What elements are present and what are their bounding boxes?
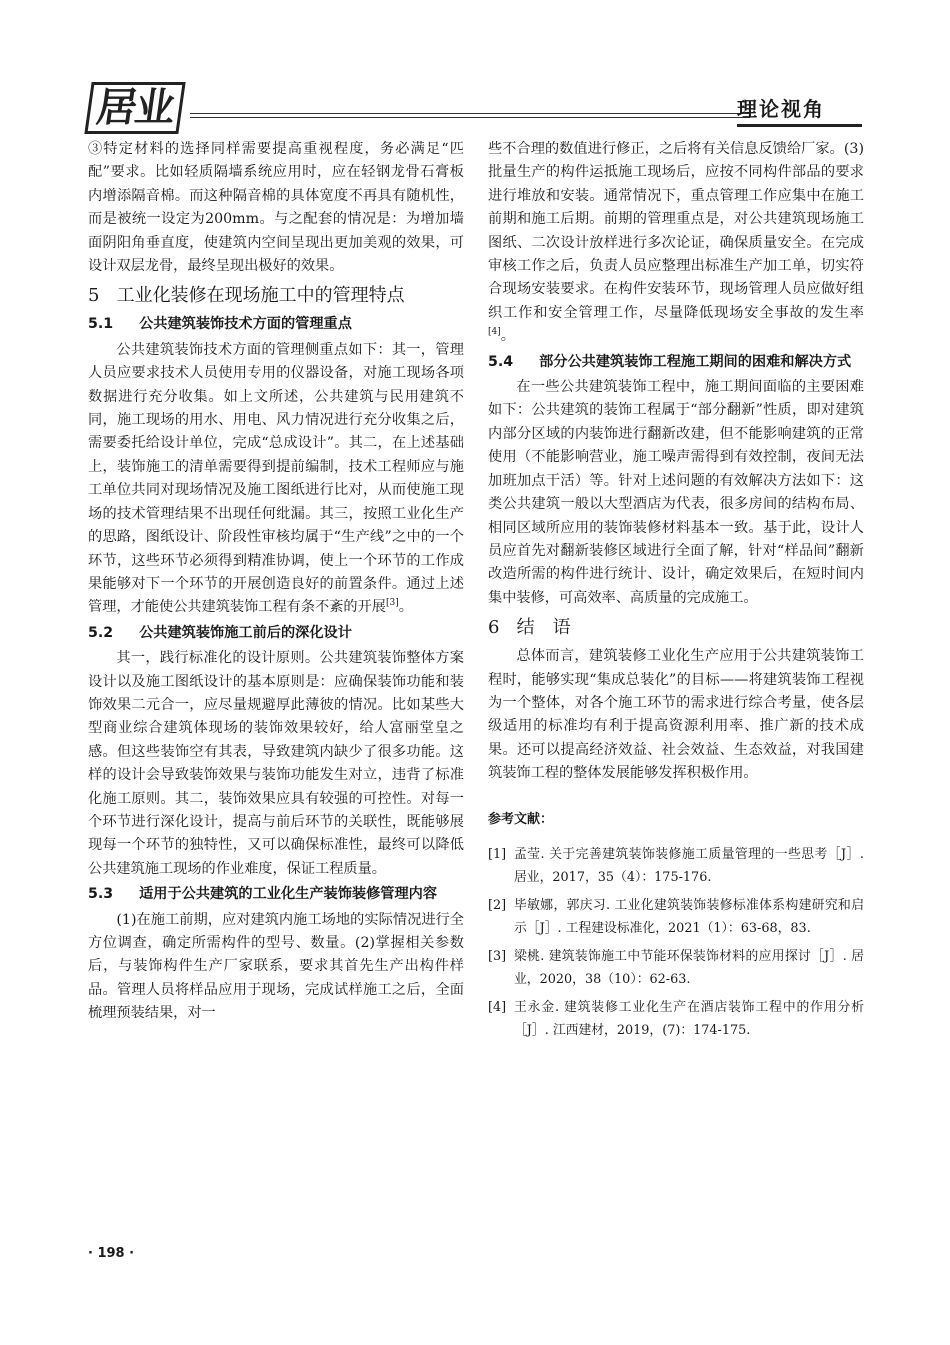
reference-text: 毕敏娜，郭庆习. 工业化建筑装饰装修标准体系构建研究和启示［J］. 工程建设标准化，2021（1）：63-68，83.	[514, 897, 864, 937]
paragraph-5-2: 其一，践行标准化的设计原则。公共建筑装饰整体方案设计以及施工图纸设计的基本原则是：应确保装饰功能和装饰效果二元合一，应尽量规避厚此薄彼的情况。比如某些大型商业综合建筑体现场的装饰效果较好，给人富丽堂皇之感。但这些装饰空有其表，导致建筑内缺少了很多功能。这样的设计会导致装饰效果与装饰功能发生对立，违背了标准化施工原则。其二，装饰效果应具有较强的可控性。对每一个环节进行深化设计，提高与前后环节的关联性，既能够展现每一个环节的独特性，又可以确保标准性，最终可以降低公共建筑施工现场的作业难度，保证工程质量。	[88, 650, 464, 877]
reference-number: [3]	[488, 948, 507, 964]
reference-text: 梁桃. 建筑装饰施工中节能环保装饰材料的应用探讨［J］. 居业，2020，38（10）：62-63.	[514, 948, 864, 988]
right-column	[488, 138, 864, 1047]
heading-text: 公共建筑装饰技术方面的管理重点	[139, 316, 352, 333]
paragraph-intro: ③特定材料的选择同样需要提高重视程度，务必满足“匹配”要求。比如轻质隔墙系统应用时，应在轻钢龙骨石膏板内增添隔音棉。而这种隔音棉的具体宽度不再具有随机性，而是被统一设定为200mm。与之配套的情况是：为增加墙面阴阳角垂直度，使建筑内空间呈现出更加美观的效果，可设计双层龙骨，最终呈现出极好的效果。	[88, 141, 464, 275]
heading-5-3	[88, 883, 464, 906]
heading-number: 5	[88, 285, 100, 307]
heading-text: 工业化装修在现场施工中的管理特点	[116, 285, 405, 307]
heading-5-1	[88, 313, 464, 336]
page-header	[0, 0, 950, 140]
reference-item	[488, 894, 864, 941]
paragraph-5-1	[88, 339, 464, 620]
reference-number: [1]	[488, 846, 507, 862]
reference-item	[488, 843, 864, 890]
left-column	[88, 138, 464, 1026]
heading-number: 5.3	[88, 886, 114, 903]
references-title: 参考文献：	[488, 811, 554, 827]
paragraph-text: 公共建筑装饰技术方面的管理侧重点如下：其一，管理人员应要求技术人员使用专用的仪器设备，对施工现场各项数据进行充分收集。如上文所述，公共建筑与民用建筑不同，施工现场的用水、用电、风力情况进行充分收集之后，需要委托给设计单位，完成“总成设计”。其二，在上述基础上，装饰施工的清单需要得到提前编制，技术工程师应与施工单位共同对现场情况及施工图纸进行比对，从而使施工现场的技术管理结果不出现任何纰漏。其三，按照工业化生产的思路，图纸设计、阶段性审核均属于“生产线”之中的一个环节，这些环节必须得到精准协调，使上一个环节的工作成果能够对下一个环节的开展创造良好的前置条件。通过上述管理，才能使公共建筑装饰工程有条不紊的开展	[88, 341, 464, 616]
heading-number: 5.1	[88, 316, 114, 333]
reference-text: 孟莹. 关于完善建筑装饰装修施工质量管理的一些思考［J］. 居业，2017，35（4）：175-176.	[514, 846, 864, 886]
heading-text: 公共建筑装饰施工前后的深化设计	[139, 624, 352, 641]
paragraph-end: 。	[398, 599, 413, 616]
heading-5-4	[488, 351, 864, 374]
reference-text: 王永金. 建筑装修工业化生产在酒店装饰工程中的作用分析［J］. 江西建材，2019，(7)：174-175.	[514, 999, 864, 1039]
heading-number: 6	[488, 617, 500, 639]
citation: [4]	[488, 327, 501, 338]
heading-section-6	[488, 614, 864, 642]
header-rule	[190, 113, 750, 114]
section-title: 理论视角	[737, 94, 862, 127]
paragraph-5-4: 在一些公共建筑装饰工程中，施工期间面临的主要困难如下：公共建筑的装饰工程属于“部分翻新”性质，即对建筑内部分区域的内装饰进行翻新改建，但不能影响建筑的正常使用（不能影响营业，施工噪声需得到有效控制，夜间无法加班加点干活）等。针对上述问题的有效解决方法如下：这类公共建筑一般以大型酒店为代表，很多房间的结构布局、相同区域所应用的装饰装修材料基本一致。基于此，设计人员应首先对翻新装修区域进行全面了解，针对“样品间”翻新改造所需的构件进行统计、设计，确定效果后，在短时间内集中装修，可高效率、高质量的完成施工。	[488, 379, 864, 606]
paragraph-conclusion: 总体而言，建筑装修工业化生产应用于公共建筑装饰工程时，能够实现“集成总装化”的目标——将建筑装饰工程视为一个整体，对各个施工环节的需求进行综合考量，使各层级适用的标准均有利于提高资源利用率、推广新的技术成果。还可以提高经济效益、社会效益、生态效益，对我国建筑装饰工程的整体发展能够发挥积极作用。	[488, 648, 864, 782]
reference-item	[488, 996, 864, 1043]
heading-number: 5.2	[88, 624, 114, 641]
reference-number: [4]	[488, 999, 507, 1015]
reference-item	[488, 945, 864, 992]
page-number: · 198 ·	[88, 1246, 135, 1261]
reference-number: [2]	[488, 897, 507, 913]
heading-section-5	[88, 282, 464, 310]
paragraph-end: 。	[500, 328, 515, 345]
heading-text: 结 语	[516, 617, 571, 639]
paragraph-5-3-continued	[488, 138, 864, 349]
heading-text: 部分公共建筑装饰工程施工期间的困难和解决方式	[539, 353, 852, 370]
references-list	[488, 843, 864, 1043]
paragraph-5-3: (1)在施工前期，应对建筑内施工场地的实际情况进行全方位调查，确定所需构件的型号、数量。(2)掌握相关参数后，与装饰构件生产厂家联系，要求其首先生产出构件样品。管理人员将样品应用于现场，完成试样施工之后，全面梳理预装结果，对一	[88, 911, 464, 1022]
citation: [3]	[385, 598, 399, 609]
heading-5-2	[88, 622, 464, 645]
paragraph-text: 些不合理的数值进行修正，之后将有关信息反馈给厂家。(3)批量生产的构件运抵施工现场后，应按不同构件部品的要求进行堆放和安装。通常情况下，重点管理工作应集中在施工前期和施工后期。前期的管理重点是，对公共建筑现场施工图纸、二次设计放样进行多次论证，确保质量安全。在完成审核工作之后，负责人员应整理出标准生产加工单，切实符合现场安装要求。在构件安装环节，现场管理人员应做好组织工作和安全管理工作，尽量降低现场安全事故的发生率	[488, 141, 864, 321]
journal-logo: 居业	[84, 82, 185, 134]
heading-number: 5.4	[488, 353, 514, 370]
heading-text: 适用于公共建筑的工业化生产装饰装修管理内容	[139, 886, 438, 903]
header-rule-secondary	[190, 117, 750, 118]
